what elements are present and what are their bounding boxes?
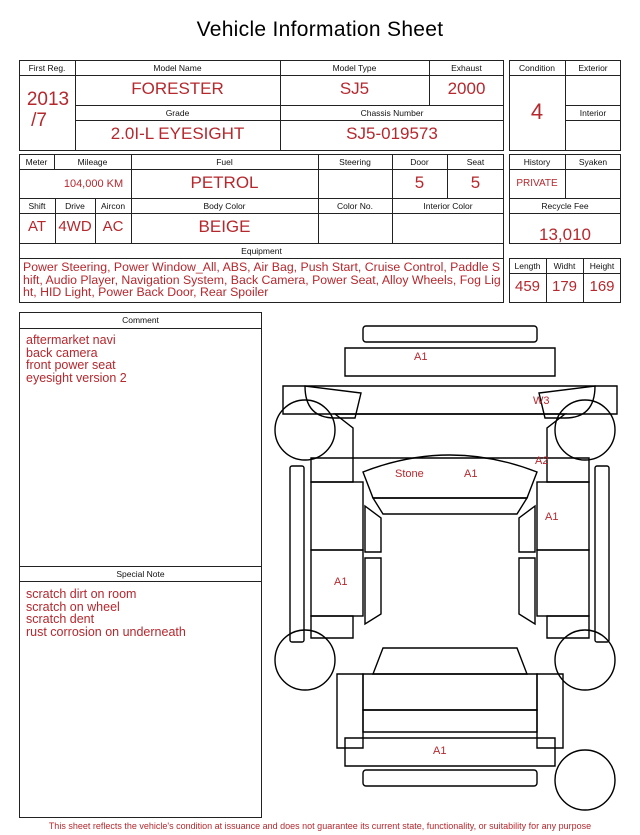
mark-right-front-corner: W3: [533, 395, 550, 407]
drive-value: 4WD: [58, 218, 92, 235]
width-value: 179: [551, 278, 578, 295]
mark-windshield-stone: Stone: [395, 468, 424, 480]
interior-label: Interior: [579, 108, 607, 118]
equipment-label: Equipment: [241, 246, 282, 256]
special-note-item: scratch dirt on room: [26, 587, 137, 601]
condition-value: 4: [530, 99, 544, 124]
right-front-fender: [547, 458, 589, 482]
body-color-value: BEIGE: [198, 217, 251, 236]
condition-label: Condition: [519, 63, 555, 73]
body-color-label: Body Color: [203, 201, 246, 211]
exhaust-label: Exhaust: [451, 63, 482, 73]
left-rear-fender: [311, 616, 353, 638]
model-type-value: SJ5: [339, 79, 370, 98]
front-arc-left: [305, 386, 361, 418]
rear-window: [373, 648, 527, 674]
model-name-label: Model Name: [153, 63, 202, 73]
history-label: History: [523, 157, 551, 167]
front-right-wheel: [555, 400, 615, 460]
rear-bumper-bottom: [363, 770, 537, 786]
rear-corner-right: [537, 674, 563, 748]
model-name-value: FORESTER: [131, 79, 224, 98]
mark-windshield: A1: [464, 468, 478, 480]
exterior-label: Exterior: [578, 63, 608, 73]
windshield: [363, 455, 537, 498]
door-value: 5: [414, 173, 425, 192]
aircon-label: Aircon: [100, 201, 126, 211]
rear-hatch: [363, 674, 537, 710]
right-window-rear: [519, 558, 535, 624]
spare-wheel: [555, 750, 615, 810]
rear-bumper: [345, 738, 555, 766]
front-bumper: [345, 348, 555, 376]
grade-label: Grade: [165, 108, 190, 118]
special-note-item: scratch dent: [26, 612, 95, 626]
first-reg-year: 2013: [26, 89, 70, 110]
fuel-value: PETROL: [190, 173, 259, 192]
meter-label: Meter: [25, 157, 48, 167]
mark-front-bumper: A1: [414, 351, 428, 363]
left-front-door: [311, 482, 363, 550]
right-rear-door: [537, 550, 589, 616]
comment-panel: [19, 312, 262, 818]
steering-label: Steering: [339, 157, 371, 167]
recycle-fee-label: Recycle Fee: [541, 201, 589, 211]
interior-color-label: Interior Color: [423, 201, 473, 211]
fuel-label: Fuel: [216, 157, 233, 167]
mark-right-door: A1: [545, 511, 559, 523]
mileage-label: Mileage: [77, 157, 108, 167]
color-no-label: Color No.: [337, 201, 373, 211]
special-note-item: rust corrosion on underneath: [26, 624, 186, 639]
grade-value: 2.0I-L EYESIGHT: [110, 124, 245, 143]
right-window-front: [519, 506, 535, 552]
rear-panel: [363, 710, 537, 732]
rear-corner-left: [337, 674, 363, 748]
comment-item: aftermarket navi: [26, 333, 116, 347]
car-damage-diagram: [265, 318, 635, 818]
equipment-value: Power Steering, Power Window_All, ABS, Air Bag, Push Start, Cruise Control, Paddle Shift, Audio Player, Navigation System, Back Camera, Power Seat, Alloy Wheels, Fog Light, HID Light, Power Back Door, Rear Spoiler: [23, 260, 501, 299]
front-bumper-top: [363, 326, 537, 342]
right-sill-outer: [595, 466, 609, 642]
comment-label: Comment: [122, 315, 159, 325]
height-label: Height: [589, 261, 615, 271]
front-left-wheel: [275, 400, 335, 460]
left-front-fender: [311, 458, 353, 482]
door-label: Door: [410, 157, 429, 167]
width-label: Widht: [553, 261, 576, 271]
first-reg-month: /7: [31, 110, 47, 131]
hood: [335, 414, 565, 458]
recycle-fee-value: 13,010: [539, 225, 591, 244]
chassis-number-label: Chassis Number: [360, 108, 424, 118]
drive-label: Drive: [65, 201, 85, 211]
comment-list: [26, 334, 256, 384]
mileage-value: 104,000 KM: [63, 178, 124, 190]
left-window-rear: [365, 558, 381, 624]
seat-value: 5: [470, 173, 481, 192]
comment-item: front power seat: [26, 358, 116, 372]
comment-item: eyesight version 2: [26, 370, 127, 385]
mark-left-door: A1: [334, 576, 348, 588]
model-type-label: Model Type: [332, 63, 377, 73]
shift-label: Shift: [28, 201, 46, 211]
special-note-item: scratch on wheel: [26, 599, 120, 614]
special-note-list: [26, 588, 256, 638]
syaken-label: Syaken: [578, 157, 608, 167]
shift-value: AT: [27, 218, 47, 235]
first-reg-label: First Reg.: [28, 63, 66, 73]
mark-right-fender: A2: [535, 455, 549, 467]
chassis-number-value: SJ5-019573: [346, 124, 438, 143]
mark-rear-bumper: A1: [433, 745, 447, 757]
length-value: 459: [514, 278, 541, 295]
left-sill-outer: [290, 466, 304, 642]
length-label: Length: [514, 261, 541, 271]
roof: [373, 498, 527, 514]
height-value: 169: [589, 278, 615, 295]
special-note-label: Special Note: [116, 569, 165, 579]
rear-left-wheel: [275, 630, 335, 690]
aircon-value: AC: [102, 218, 124, 235]
left-window-front: [365, 506, 381, 552]
disclaimer-footer: This sheet reflects the vehicle's condition at issuance and does not guarantee its current state, functionality, or suitability for any purpose: [48, 821, 592, 831]
exhaust-value: 2000: [447, 79, 486, 98]
sheet-title: Vehicle Information Sheet: [196, 18, 444, 41]
comment-item: back camera: [26, 345, 98, 360]
seat-label: Seat: [466, 157, 485, 167]
history-value: PRIVATE: [516, 178, 558, 189]
rear-right-wheel: [555, 630, 615, 690]
